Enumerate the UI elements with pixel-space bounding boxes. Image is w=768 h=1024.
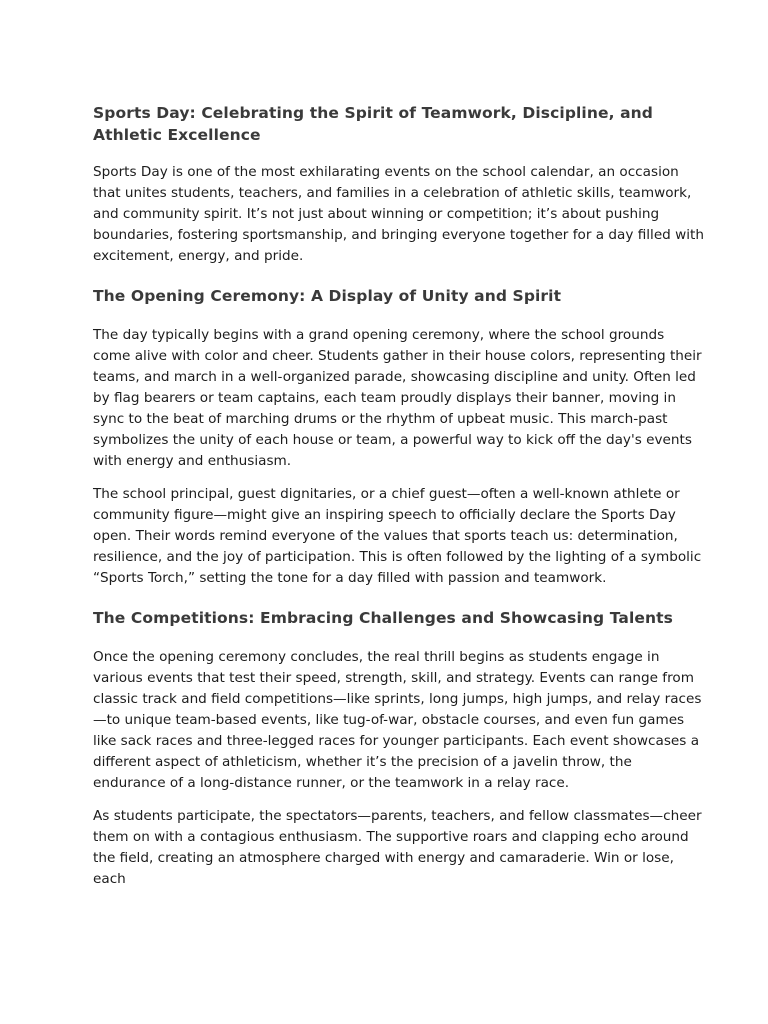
- document-page: [93, 102, 705, 902]
- opening-ceremony-paragraph-1: The day typically begins with a grand opening ceremony, where the school grounds come alive with color and cheer. Students gather in their house colors, representing their teams, and march in a well-organized parade, showcasing discipline and unity. Often led by flag bearers or team captains, each team proudly displays their banner, moving in sync to the beat of marching drums or the rhythm of upbeat music. This march-past symbolizes the unity of each house or team, a powerful way to kick off the day's events with energy and enthusiasm.: [93, 327, 702, 469]
- intro-paragraph: Sports Day is one of the most exhilarating events on the school calendar, an occasion that unites students, teachers, and families in a celebration of athletic skills, teamwork, and community spirit. It’s not just about winning or competition; it’s about pushing boundaries, fostering sportsmanship, and bringing everyone together for a day filled with excitement, energy, and pride.: [93, 164, 704, 264]
- section-heading-competitions: The Competitions: Embracing Challenges and Showcasing Talents: [93, 609, 673, 627]
- competitions-paragraph-1: Once the opening ceremony concludes, the real thrill begins as students engage in various events that test their speed, strength, skill, and strategy. Events can range from classic track and field competitions—like sprints, long jumps, high jumps, and relay races—to unique team-based events, like tug-of-war, obstacle courses, and even fun games like sack races and three-legged races for younger participants. Each event showcases a different aspect of athleticism, whether it’s the precision of a javelin throw, the endurance of a long-distance runner, or the teamwork in a relay race.: [93, 649, 702, 791]
- competitions-paragraph-2: As students participate, the spectators—parents, teachers, and fellow classmates—cheer them on with a contagious enthusiasm. The supportive roars and clapping echo around the field, creating an atmosphere charged with energy and camaraderie. Win or lose, each: [93, 808, 702, 887]
- opening-ceremony-paragraph-2: The school principal, guest dignitaries, or a chief guest—often a well-known athlete or community figure—might give an inspiring speech to officially declare the Sports Day open. Their words remind everyone of the values that sports teach us: determination, resilience, and the joy of participation. This is often followed by the lighting of a symbolic “Sports Torch,” setting the tone for a day filled with passion and teamwork.: [93, 486, 702, 586]
- section-heading-opening-ceremony: The Opening Ceremony: A Display of Unity and Spirit: [93, 287, 562, 305]
- document-title: Sports Day: Celebrating the Spirit of Teamwork, Discipline, and Athletic Excellence: [93, 104, 653, 144]
